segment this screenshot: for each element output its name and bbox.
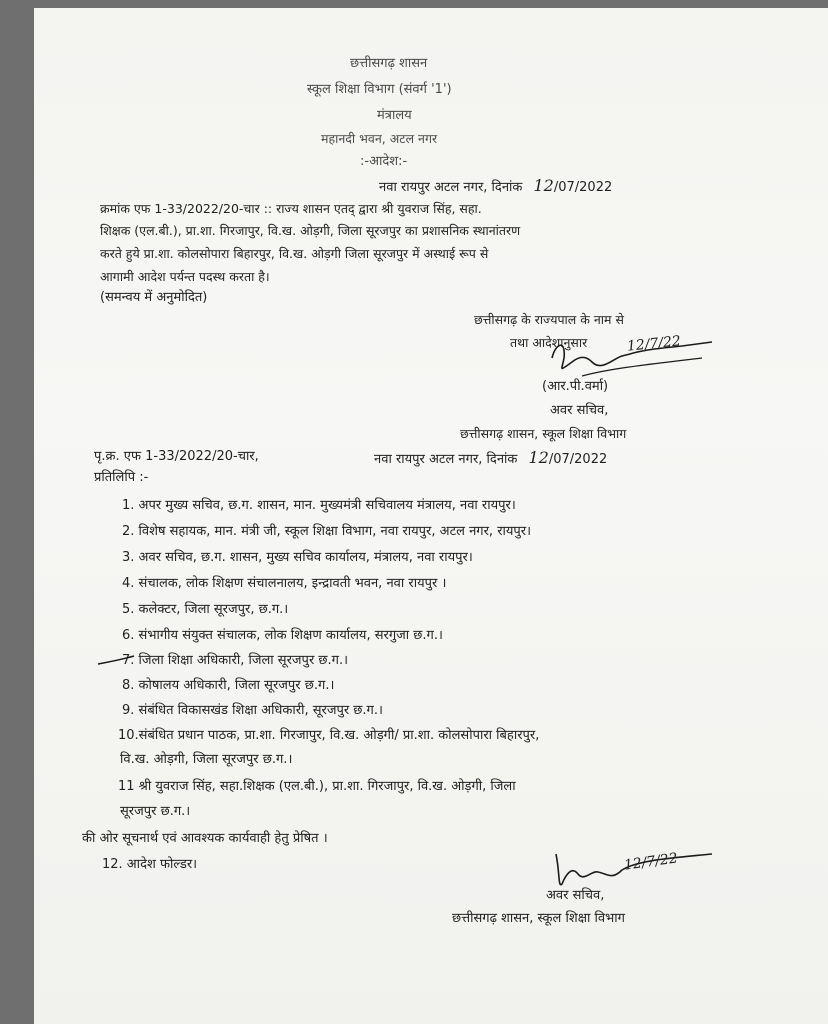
signatory-1-name: (आर.पी.वर्मा) — [542, 379, 609, 394]
recipient-2: 2. विशेष सहायक, मान. मंत्री जी, स्कूल शिक्षा विभाग, नवा रायपुर, अटल नगर, रायपुर। — [122, 524, 532, 539]
order-date-line — [379, 176, 612, 196]
as-ordered-line: तथा आदेशानुसार — [510, 335, 588, 350]
governor-line: छत्तीसगढ़ के राज्यपाल के नाम से — [474, 312, 624, 327]
endorsement-date-line — [374, 448, 607, 468]
recipient-10: 10.संबंधित प्रधान पाठक, प्रा.शा. गिरजापुर, वि.ख. ओड़गी/ प्रा.शा. कोलसोपारा बिहारपुर, — [118, 728, 540, 743]
closing-designation: अवर सचिव, — [546, 888, 605, 903]
endorsement-date-day: 12 — [528, 448, 549, 467]
recipient-8: 8. कोषालय अधिकारी, जिला सूरजपुर छ.ग.। — [122, 678, 335, 693]
forwarded-note: की ओर सूचनार्थ एवं आवश्यक कार्यवाही हेतु प्रेषित । — [82, 831, 328, 846]
header-ministry: मंत्रालय — [377, 108, 412, 123]
endorsement-number: पृ.क्र. एफ 1-33/2022/20-चार, — [94, 449, 259, 464]
document-page — [34, 8, 828, 1024]
order-body-line-1: क्रमांक एफ 1-33/2022/20-चार :: राज्य शासन एतद् द्वारा श्री युवराज सिंह, सहा. — [100, 201, 482, 216]
order-body-line-2: शिक्षक (एल.बी.), प्रा.शा. गिरजापुर, वि.ख. ओड़गी, जिला सूरजपुर का प्रशासनिक स्थानांतरण — [100, 223, 521, 238]
recipient-11-continued: सूरजपुर छ.ग.। — [120, 804, 191, 819]
recipient-6: 6. संभागीय संयुक्त संचालक, लोक शिक्षण कार्यालय, सरगुजा छ.ग.। — [122, 628, 443, 643]
folder-note: 12. आदेश फोल्डर। — [102, 857, 198, 872]
tick-mark-icon — [96, 650, 136, 670]
order-title: :-आदेश:- — [360, 154, 408, 169]
header-building: महानदी भवन, अटल नगर — [321, 131, 438, 146]
recipient-5: 5. कलेक्टर, जिला सूरजपुर, छ.ग.। — [122, 602, 289, 617]
signatory-1-office: छत्तीसगढ़ शासन, स्कूल शिक्षा विभाग — [460, 426, 627, 441]
endorsement-date-month-year: /07/2022 — [548, 452, 608, 467]
copy-label: प्रतिलिपि :- — [94, 470, 149, 485]
order-place: नवा रायपुर अटल नगर, दिनांक — [379, 180, 523, 195]
recipient-9: 9. संबंधित विकासखंड शिक्षा अधिकारी, सूरजपुर छ.ग.। — [122, 703, 383, 718]
signature-2-date: 12/7/22 — [623, 850, 679, 874]
recipient-7: 7. जिला शिक्षा अधिकारी, जिला सूरजपुर छ.ग.। — [122, 653, 349, 668]
approval-note: (समन्वय में अनुमोदित) — [100, 290, 208, 305]
endorsement-place: नवा रायपुर अटल नगर, दिनांक — [374, 452, 518, 467]
recipient-4: 4. संचालक, लोक शिक्षण संचालनालय, इन्द्रावती भवन, नवा रायपुर । — [122, 576, 447, 591]
closing-office: छत्तीसगढ़ शासन, स्कूल शिक्षा विभाग — [452, 911, 625, 926]
recipient-1: 1. अपर मुख्य सचिव, छ.ग. शासन, मान. मुख्यमंत्री सचिवालय मंत्रालय, नवा रायपुर। — [122, 498, 516, 513]
order-body-line-4: आगामी आदेश पर्यन्त पदस्थ करता है। — [100, 269, 270, 284]
order-body-line-3: करते हुये प्रा.शा. कोलसोपारा बिहारपुर, वि.ख. ओड़गी जिला सूरजपुर में अस्थाई रूप से — [100, 246, 489, 261]
recipient-3: 3. अवर सचिव, छ.ग. शासन, मुख्य सचिव कार्यालय, मंत्रालय, नवा रायपुर। — [122, 550, 473, 565]
header-department: स्कूल शिक्षा विभाग (संवर्ग '1') — [307, 82, 452, 97]
recipient-10-continued: वि.ख. ओड़गी, जिला सूरजपुर छ.ग.। — [120, 752, 293, 767]
recipient-11: 11 श्री युवराज सिंह, सहा.शिक्षक (एल.बी.), प्रा.शा. गिरजापुर, वि.ख. ओड़गी, जिला — [118, 779, 516, 794]
header-government: छत्तीसगढ़ शासन — [350, 56, 428, 71]
signature-1-date: 12/7/22 — [626, 333, 682, 355]
order-date-month-year: /07/2022 — [553, 180, 613, 195]
order-date-day: 12 — [533, 176, 554, 195]
signatory-1-designation: अवर सचिव, — [550, 403, 609, 418]
